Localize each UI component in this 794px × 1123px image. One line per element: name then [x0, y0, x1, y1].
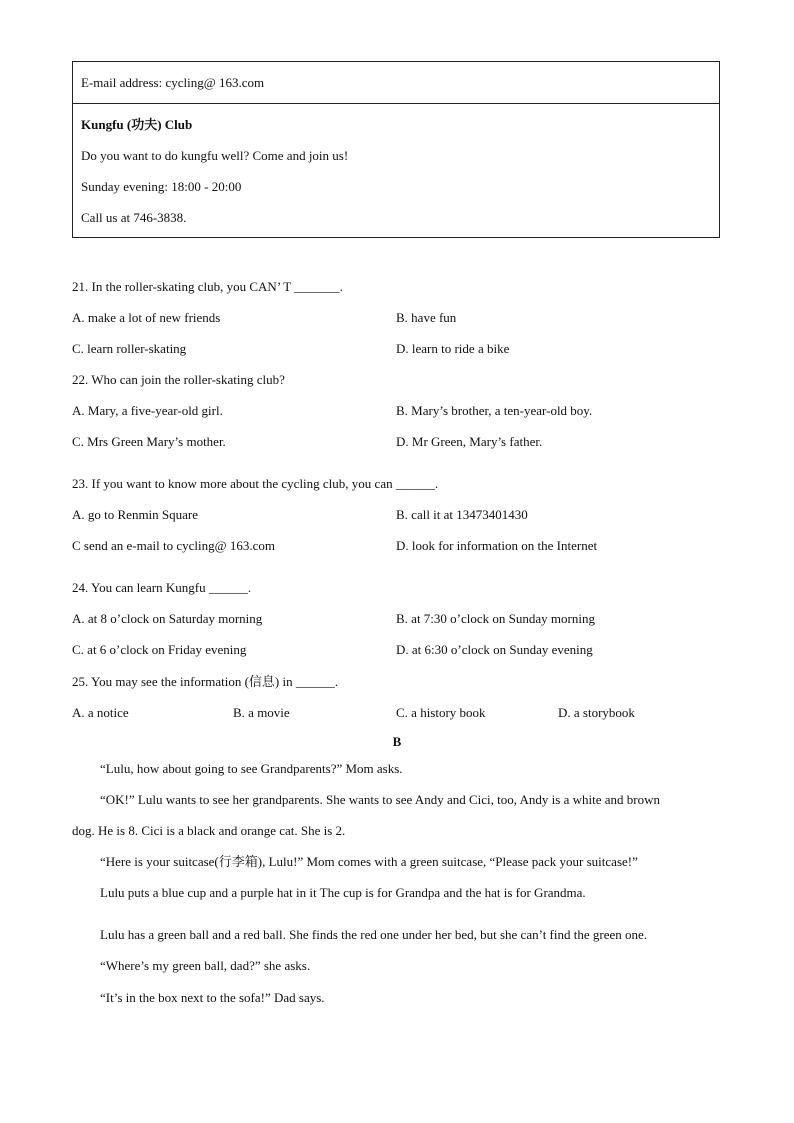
club-info-box: [72, 61, 720, 238]
kungfu-club-time: Sunday evening: 18:00 - 20:00: [81, 179, 242, 194]
q22-option-b: B. Mary’s brother, a ten-year-old boy.: [396, 403, 593, 418]
kungfu-club-line: Do you want to do kungfu well? Come and join us!: [81, 148, 349, 163]
email-row: E-mail address: cycling@ 163.com: [81, 75, 265, 90]
passage-paragraph: Lulu puts a blue cup and a purple hat in it The cup is for Grandpa and the hat is for Grandma.: [100, 885, 586, 900]
q22-option-a: A. Mary, a five-year-old girl.: [72, 403, 223, 418]
passage-paragraph: “Where’s my green ball, dad?” she asks.: [100, 958, 311, 973]
q23-option-a: A. go to Renmin Square: [72, 507, 199, 522]
q21-option-c: C. learn roller-skating: [72, 341, 187, 356]
q21-option-d: D. learn to ride a bike: [396, 341, 510, 356]
passage-paragraph-continued: dog. He is 8. Cici is a black and orange cat. She is 2.: [72, 823, 346, 838]
passage-paragraph: “Here is your suitcase(行李箱), Lulu!” Mom comes with a green suitcase, “Please pack your suitcase!”: [100, 854, 638, 869]
q25-option-c: C. a history book: [396, 705, 486, 720]
q23-option-b: B. call it at 13473401430: [396, 507, 528, 522]
q24-option-d: D. at 6:30 o’clock on Sunday evening: [396, 642, 593, 657]
q23-option-d: D. look for information on the Internet: [396, 538, 598, 553]
passage-paragraph: “It’s in the box next to the sofa!” Dad says.: [100, 990, 325, 1005]
q25-option-a: A. a notice: [72, 705, 129, 720]
q21-option-b: B. have fun: [396, 310, 457, 325]
q24-option-c: C. at 6 o’clock on Friday evening: [72, 642, 247, 657]
passage-paragraph: “OK!” Lulu wants to see her grandparents. She wants to see Andy and Cici, too, Andy is a white and brown: [100, 792, 660, 807]
q21-option-a: A. make a lot of new friends: [72, 310, 221, 325]
q24-option-a: A. at 8 o’clock on Saturday morning: [72, 611, 263, 626]
table-divider: [73, 103, 719, 104]
question-22: 22. Who can join the roller-skating club?: [72, 372, 285, 387]
q22-option-d: D. Mr Green, Mary’s father.: [396, 434, 543, 449]
q23-option-c: C send an e-mail to cycling@ 163.com: [72, 538, 275, 553]
passage-paragraph: “Lulu, how about going to see Grandparents?” Mom asks.: [100, 761, 403, 776]
question-21: 21. In the roller-skating club, you CAN’ T _______.: [72, 279, 343, 294]
question-24: 24. You can learn Kungfu ______.: [72, 580, 252, 595]
q22-option-c: C. Mrs Green Mary’s mother.: [72, 434, 226, 449]
kungfu-club-phone: Call us at 746-3838.: [81, 210, 187, 225]
question-25: 25. You may see the information (信息) in ______.: [72, 674, 339, 689]
kungfu-club-title: Kungfu (功夫) Club: [81, 117, 193, 132]
section-b-heading: B: [392, 734, 402, 749]
q24-option-b: B. at 7:30 o’clock on Sunday morning: [396, 611, 595, 626]
question-23: 23. If you want to know more about the cycling club, you can ______.: [72, 476, 439, 491]
q25-option-d: D. a storybook: [558, 705, 635, 720]
passage-paragraph: Lulu has a green ball and a red ball. She finds the red one under her bed, but she can’t find the green one.: [100, 927, 648, 942]
q25-option-b: B. a movie: [233, 705, 290, 720]
